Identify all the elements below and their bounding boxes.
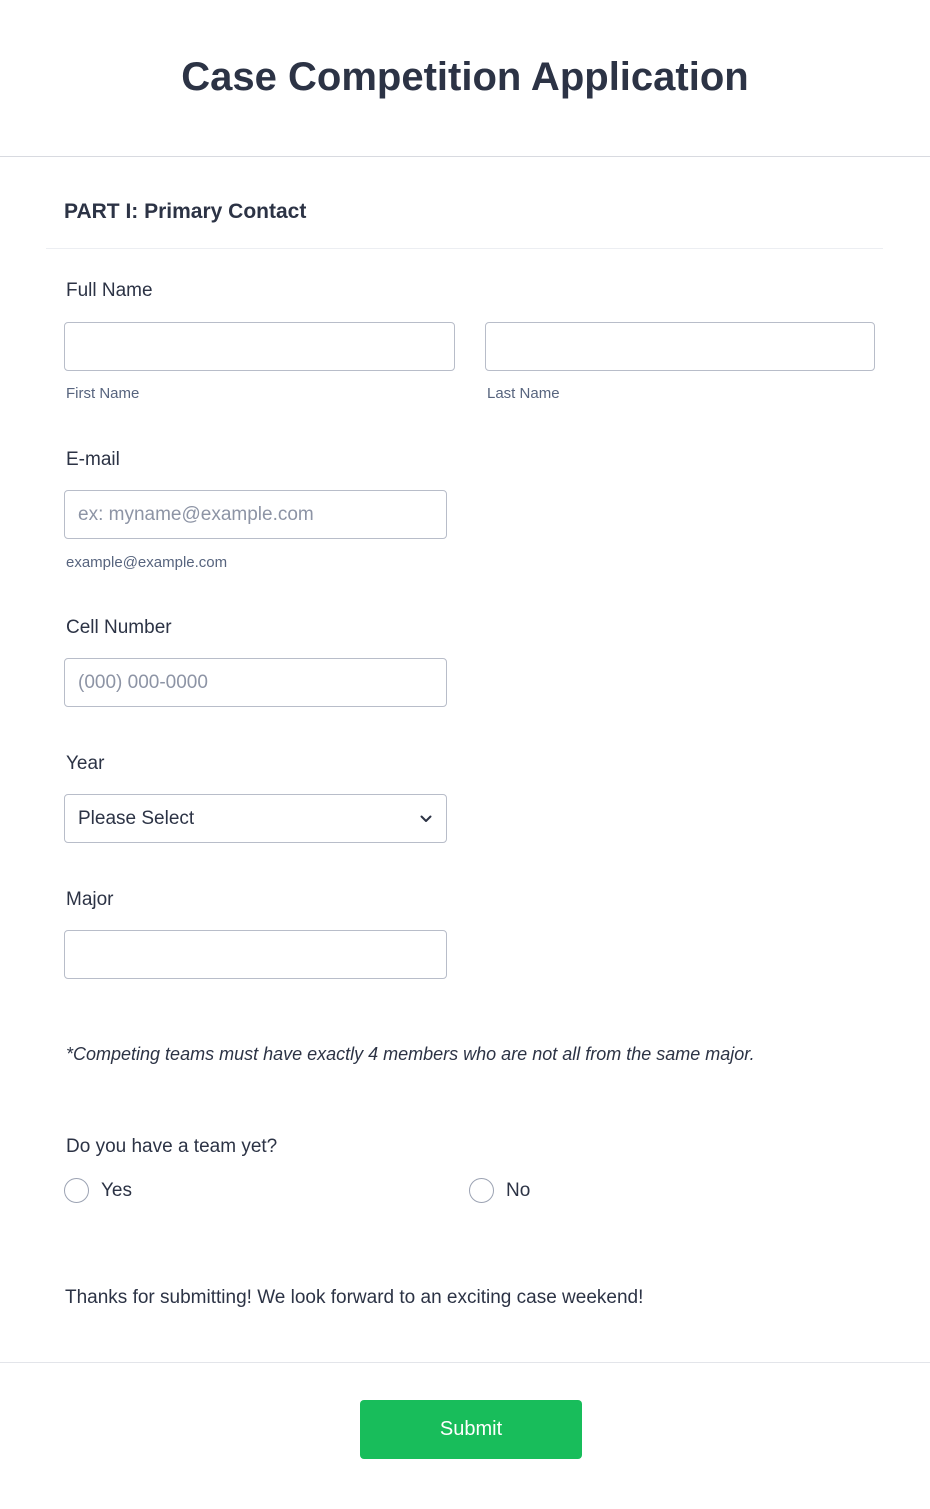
major-input[interactable]	[64, 930, 447, 979]
year-select-value: Please Select	[78, 807, 195, 829]
major-label: Major	[66, 889, 114, 910]
last-name-sublabel: Last Name	[487, 385, 560, 402]
full-name-label: Full Name	[66, 280, 153, 301]
radio-circle-icon[interactable]	[64, 1178, 89, 1203]
radio-circle-icon[interactable]	[469, 1178, 494, 1203]
chevron-down-icon	[418, 811, 434, 827]
cell-number-input[interactable]	[64, 658, 447, 707]
last-name-input[interactable]	[485, 322, 875, 371]
cell-number-label: Cell Number	[66, 617, 172, 638]
section-heading: PART I: Primary Contact	[64, 200, 307, 223]
first-name-sublabel: First Name	[66, 385, 140, 402]
team-option-no-label: No	[506, 1179, 531, 1201]
email-input[interactable]	[64, 490, 447, 539]
email-label: E-mail	[66, 449, 120, 470]
form-title: Case Competition Application	[181, 55, 749, 99]
team-requirement-note: *Competing teams must have exactly 4 members who are not all from the same major.	[66, 1044, 755, 1064]
form-header	[0, 0, 930, 157]
team-option-no[interactable]	[469, 1178, 530, 1203]
section-divider	[46, 248, 883, 249]
thanks-message: Thanks for submitting! We look forward to an exciting case weekend!	[65, 1287, 644, 1308]
email-sublabel: example@example.com	[66, 554, 228, 571]
team-question-label: Do you have a team yet?	[66, 1136, 278, 1157]
team-option-yes-label: Yes	[101, 1179, 132, 1201]
year-label: Year	[66, 753, 105, 774]
year-select[interactable]	[64, 794, 447, 843]
team-option-yes[interactable]	[64, 1178, 132, 1203]
first-name-input[interactable]	[64, 322, 455, 371]
footer-divider	[0, 1362, 930, 1363]
submit-button[interactable]: Submit	[360, 1400, 582, 1459]
